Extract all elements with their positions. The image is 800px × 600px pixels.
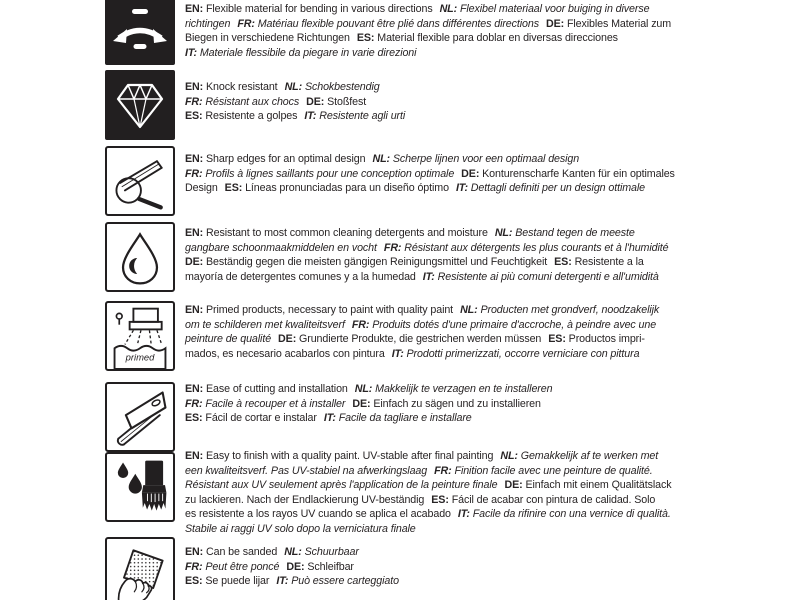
lang-segment [458,508,671,520]
lang-segment [185,479,498,491]
text-line [185,464,709,479]
lang-text: Facile à recouper et à installer [205,397,346,410]
lang-text: Can be sanded [205,546,278,558]
paint-drops-brush-glyph [107,454,173,520]
lang-text: Schokbestendig [304,81,380,93]
lang-text: gangbare schoonmaakmiddelen en vocht [185,241,377,254]
knock-resistant-icon [105,70,175,140]
lang-segment [461,168,675,180]
lang-label: DE: [278,333,297,346]
lang-text: Produits dotés d'une primaire d'accroche, à peindre avec une [372,318,657,331]
feature-text-sharp-edges [185,152,709,196]
lang-text: Flexibles Material zum [566,17,672,30]
lang-label: ES: [185,110,203,123]
lang-label: ES: [431,493,449,506]
text-line [185,347,709,362]
lang-segment [548,333,645,345]
lang-text: Prodotti primerizzati, occorre verniciare con pittura [406,347,640,360]
lang-segment [304,110,405,122]
lang-label: ES: [554,256,572,269]
feature-text-sanding [185,545,709,589]
text-line [185,241,709,256]
lang-label: ES: [548,333,566,346]
lang-text: Einfach zu sägen und zu installieren [373,397,541,410]
lang-segment [306,96,366,108]
lang-label: DE: [352,397,371,410]
lang-segment [185,561,279,573]
lang-segment [352,398,541,410]
text-line [185,522,709,537]
cutting-icon [105,382,175,452]
lang-segment [185,18,230,30]
lang-segment [546,18,671,30]
lang-text: mados, es necesario acabarlos con pintura [185,347,385,360]
lang-segment [185,110,297,122]
lang-segment [185,227,488,239]
lang-segment [185,450,493,462]
lang-text: Résistant aux UV seulement après l'application de la peinture finale [185,479,498,492]
lang-segment [554,256,644,268]
feature-text-uv-paint-finish [185,449,709,536]
lang-text: Resistant to most common cleaning detergents and moisture [205,227,488,239]
lang-segment [352,319,656,331]
lang-segment [505,479,672,491]
lang-text: Scherpe lijnen voor een optimaal design [392,153,580,165]
lang-text: Schleifbar [307,560,354,573]
text-line [185,31,709,46]
text-line [185,17,709,32]
lang-label: EN: [185,546,204,558]
lang-segment [434,465,653,477]
text-line [185,507,709,522]
lang-label: DE: [504,479,523,492]
feature-text-moisture-resistant [185,226,709,284]
lang-text: es resistente a los rayos UV cuando se aplica el acabado [185,508,451,521]
lang-segment [284,546,359,558]
text-line [185,109,709,124]
feature-text-cutting [185,382,709,426]
lang-text: Stabile ai raggi UV solo dopo la verniciatura finale [185,522,416,535]
text-line [185,2,709,17]
lang-text: Schuurbaar [304,546,359,558]
lang-segment [185,333,271,345]
lang-label: IT: [304,110,317,123]
lang-label: NL: [460,304,478,316]
lang-text: Beständig gegen die meisten gängigen Reinigungsmittel und Feuchtigkeit [205,256,548,269]
lang-segment [185,81,278,93]
lang-text: Résistant aux détergents les plus courants et à l'humidité [404,241,669,254]
lang-segment [324,412,472,424]
profile-magnifier-glyph [107,148,173,214]
text-line [185,478,709,493]
lang-label: IT: [455,182,468,195]
lang-text: Material flexible para doblar en diversas direcciones [377,32,618,45]
lang-segment [185,3,433,15]
lang-label: NL: [284,546,302,558]
lang-segment [460,304,659,316]
lang-text: Productos impri- [568,333,645,346]
lang-label: ES: [356,32,375,45]
lang-text: Líneas pronunciadas para un diseño óptimo [245,182,449,195]
lang-segment [392,348,640,360]
primer-spray-glyph [107,303,173,369]
lang-label: NL: [494,227,513,239]
lang-label: EN: [185,3,204,15]
lang-segment [185,412,317,424]
lang-label: NL: [354,383,373,395]
lang-text: Resistente agli urti [319,110,406,123]
lang-segment [456,182,645,194]
lang-segment [185,182,218,194]
lang-segment [237,18,539,30]
lang-text: om te schilderen met kwaliteitsverf [185,318,345,331]
lang-segment [185,398,345,410]
lang-label: EN: [185,81,204,93]
lang-label: IT: [185,46,197,59]
lang-segment [185,523,416,535]
lang-text: een kwaliteitsverf. Pas UV-stabiel na afwerkingslaag [185,464,428,477]
saw-glyph [107,384,173,450]
lang-label: EN: [185,450,204,462]
lang-segment [185,575,269,587]
sharp-edges-icon [105,146,175,216]
lang-text: Einfach mit einem Qualitätslack [525,479,672,492]
lang-segment [185,47,416,59]
text-line [185,95,709,110]
diamond-glyph [105,70,175,140]
text-line [185,493,709,508]
lang-label: ES: [185,575,203,588]
lang-segment [355,383,553,395]
lang-label: ES: [185,412,203,425]
lang-text: Bestand tegen de meeste [515,227,635,239]
lang-text: Primed products, necessary to paint with quality paint [205,304,454,316]
lang-label: DE: [545,17,565,30]
lang-segment [286,561,354,573]
lang-text: Peut être poncé [205,560,280,573]
lang-segment [185,96,299,108]
lang-text: Sharp edges for an optimal design [205,153,366,165]
lang-segment [185,304,453,316]
lang-label: ES: [224,182,243,195]
lang-text: Se puede lijar [205,575,270,588]
lang-label: FR: [434,464,452,477]
lang-text: Design [185,182,218,195]
moisture-resistant-icon [105,222,175,292]
primed-label: primed [125,351,155,363]
lang-text: richtingen [185,17,231,30]
lang-text: Dettagli definiti per un design ottimale [470,182,646,195]
lang-segment [185,494,424,506]
text-line [185,303,709,318]
lang-segment [495,227,635,239]
lang-text: Grundierte Produkte, die gestrichen werden müssen [299,333,542,346]
lang-label: FR: [185,397,203,410]
lang-segment [431,494,655,506]
text-line [185,449,709,464]
lang-segment [185,256,547,268]
lang-label: DE: [306,95,325,108]
text-line [185,181,709,196]
lang-segment [372,153,579,165]
lang-segment [357,32,618,44]
lang-label: IT: [276,575,289,588]
lang-label: NL: [439,3,458,15]
lang-text: peinture de qualité [185,333,272,346]
lang-segment [185,32,350,44]
lang-label: FR: [237,17,255,30]
uv-paint-finish-icon [105,452,175,522]
water-drop-glyph [107,224,173,290]
lang-segment [185,348,385,360]
lang-text: Materiale flessibile da piegare in varie direzioni [199,46,417,59]
lang-label: NL: [372,153,390,165]
lang-text: Può essere carteggiato [291,575,399,588]
lang-segment [276,575,399,587]
lang-text: Fácil de cortar e instalar [205,412,317,425]
lang-label: DE: [185,256,204,269]
text-line [185,270,709,285]
lang-text: Facile da tagliare e installare [338,412,472,425]
lang-text: Resistente ai più comuni detergenti e all'umidità [437,270,659,283]
flexible-icon [105,0,175,65]
lang-label: NL: [500,450,518,462]
lang-segment [185,242,377,254]
text-line [185,560,709,575]
lang-label: DE: [461,167,480,180]
lang-segment [278,333,541,345]
lang-label: IT: [457,508,470,521]
lang-segment [185,465,427,477]
sanding-icon [105,537,175,600]
lang-text: Resistente a la [574,256,644,269]
text-line [185,80,709,95]
lang-text: Easy to finish with a quality paint. UV-stable after final painting [205,450,494,462]
feature-text-primed [185,303,709,361]
text-line [185,167,709,182]
lang-text: Profils à lignes saillants pour une conception optimale [205,167,455,180]
feature-text-flexible [185,2,709,60]
lang-text: Gemakkelijk af te werken met [520,450,659,462]
lang-text: Flexibel materiaal voor buiging in diverse [459,3,650,15]
text-line [185,574,709,589]
lang-segment [185,383,348,395]
lang-label: EN: [185,227,204,239]
lang-segment [225,182,449,194]
text-line [185,226,709,241]
lang-label: DE: [286,560,305,573]
lang-text: Finition facile avec une peinture de qualité. [454,464,653,477]
lang-segment [185,271,416,283]
lang-segment [185,153,365,165]
bend-arrows-glyph [105,0,175,65]
text-line [185,255,709,270]
lang-text: Ease of cutting and installation [205,383,348,395]
lang-text: Konturenscharfe Kanten für ein optimales [482,167,675,180]
text-line [185,46,709,61]
text-line [185,411,709,426]
lang-text: Facile da rifinire con una vernice di qualità. [472,508,671,521]
sanding-hand-glyph [107,539,173,600]
text-line [185,152,709,167]
lang-text: Flexible material for bending in various directions [205,3,433,15]
lang-text: Matériau flexible pouvant être plié dans différentes directions [257,17,539,30]
lang-text: zu lackieren. Nach der Endlackierung UV-beständig [185,493,425,506]
text-line [185,545,709,560]
lang-label: IT: [422,270,435,283]
text-line [185,332,709,347]
lang-segment [185,319,345,331]
lang-segment [185,168,454,180]
lang-label: FR: [383,241,402,254]
lang-text: Knock resistant [205,81,278,93]
lang-label: FR: [185,560,203,573]
lang-text: Makkelijk te verzagen en te installeren [375,383,553,395]
lang-text: Resistente a golpes [205,110,298,123]
lang-text: Producten met grondverf, noodzakelijk [480,304,660,316]
lang-segment [440,3,650,15]
lang-label: FR: [185,95,203,108]
text-line [185,318,709,333]
lang-text: Biegen in verschiedene Richtungen [185,32,350,45]
lang-text: mayoría de detergentes comunes y a la humedad [185,270,416,283]
lang-segment [500,450,658,462]
primed-icon [105,301,175,371]
lang-segment [384,242,669,254]
lang-label: EN: [185,383,204,395]
lang-label: FR: [351,318,370,331]
feature-text-knock-resistant [185,80,709,124]
text-line [185,382,709,397]
lang-segment [285,81,380,93]
lang-label: IT: [323,412,336,425]
lang-segment [423,271,659,283]
lang-label: FR: [185,167,203,180]
lang-text: Résistant aux chocs [205,95,300,108]
lang-label: EN: [185,304,204,316]
lang-segment [185,508,451,520]
lang-text: Fácil de acabar con pintura de calidad. Solo [451,493,656,506]
lang-text: Stoßfest [327,95,367,108]
lang-label: IT: [391,347,404,360]
lang-label: EN: [185,153,204,165]
text-line [185,397,709,412]
lang-label: NL: [284,81,303,93]
lang-segment [185,546,277,558]
